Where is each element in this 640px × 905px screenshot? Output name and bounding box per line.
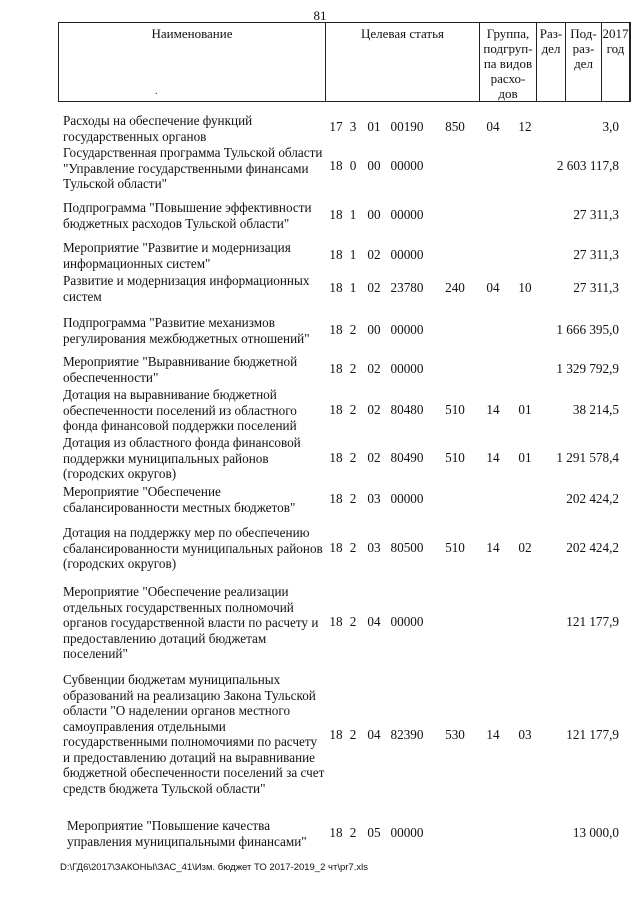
header-group-line: Группа, <box>486 26 530 41</box>
header-section-line: дел <box>541 41 561 56</box>
code-1: 18 <box>329 727 343 742</box>
header-name <box>59 23 326 101</box>
code-2: 2 <box>349 540 357 555</box>
code-2: 0 <box>349 158 357 173</box>
header-group-line: расхо- <box>490 71 526 86</box>
amount: 13 000,0 <box>572 825 619 840</box>
code-subsection: 01 <box>518 450 532 465</box>
code-subsection: 10 <box>518 280 532 295</box>
code-2: 2 <box>349 361 357 376</box>
code-group: 240 <box>445 280 465 295</box>
row-name: Субвенции бюджетам муниципальных образований на реализацию Закона Тульской области "О наделении органов местного самоуправления отдельными государственными полномочиями по расчету и предоставлению дотаций на выравнивание бюджетной обеспеченности поселений за счет средств бюджета Тульской области" <box>63 672 325 796</box>
code-section: 04 <box>486 119 500 134</box>
code-2: 2 <box>349 727 357 742</box>
header-subsection-line: дел <box>574 56 593 71</box>
code-3: 03 <box>367 540 381 555</box>
code-4: 00000 <box>390 614 424 629</box>
code-group: 510 <box>445 450 465 465</box>
header-name-label: Наименование <box>151 26 233 41</box>
row-name: Расходы на обеспечение функций государственных органов <box>63 113 253 144</box>
code-1: 18 <box>329 402 343 417</box>
code-section: 04 <box>486 280 500 295</box>
code-group: 510 <box>445 540 465 555</box>
code-group: 510 <box>445 402 465 417</box>
code-group: 850 <box>445 119 465 134</box>
header-article-label: Целевая статья <box>360 26 444 41</box>
code-3: 04 <box>367 614 381 629</box>
code-1: 18 <box>329 361 343 376</box>
code-section: 14 <box>486 402 500 417</box>
code-4: 00000 <box>390 825 424 840</box>
amount: 27 311,3 <box>573 247 619 262</box>
code-subsection: 02 <box>518 540 532 555</box>
code-1: 18 <box>329 540 343 555</box>
code-2: 2 <box>349 402 357 417</box>
code-2: 1 <box>349 247 357 262</box>
code-3: 02 <box>367 361 381 376</box>
page-number: 81 <box>313 8 327 23</box>
row-name: Развитие и модернизация информационных систем <box>63 273 310 304</box>
code-1: 18 <box>329 491 343 506</box>
code-1: 18 <box>329 207 343 222</box>
code-4: 00000 <box>390 361 424 376</box>
amount: 202 424,2 <box>566 491 619 506</box>
row-name: Государственная программа Тульской области "Управление государственными финансами Тульской области" <box>63 145 323 191</box>
amount: 121 177,9 <box>566 727 619 742</box>
row-name: Мероприятие "Обеспечение сбалансированности местных бюджетов" <box>63 484 296 515</box>
header-subsection-line: Под- <box>570 26 597 41</box>
code-1: 18 <box>329 322 343 337</box>
code-4: 00000 <box>390 247 424 262</box>
code-section: 14 <box>486 727 500 742</box>
header-group-line: па видов <box>483 56 533 71</box>
code-1: 18 <box>329 280 343 295</box>
row-name: Дотация на поддержку мер по обеспечению сбалансированности муниципальных районов (городских округов) <box>63 525 323 571</box>
code-1: 18 <box>329 614 343 629</box>
code-1: 18 <box>329 158 343 173</box>
header-section <box>537 23 566 101</box>
code-3: 02 <box>367 247 381 262</box>
code-2: 1 <box>349 280 357 295</box>
code-subsection: 12 <box>518 119 532 134</box>
amount: 38 214,5 <box>572 402 619 417</box>
code-2: 2 <box>349 450 357 465</box>
code-4: 00000 <box>390 207 424 222</box>
code-3: 01 <box>367 119 381 134</box>
code-2: 2 <box>349 491 357 506</box>
row-name: Дотация на выравнивание бюджетной обеспеченности поселений из областного фонда финансовой поддержки поселений <box>63 387 297 433</box>
amount: 27 311,3 <box>573 280 619 295</box>
code-2: 1 <box>349 207 357 222</box>
code-4: 00190 <box>390 119 424 134</box>
code-section: 14 <box>486 540 500 555</box>
code-2: 3 <box>349 119 357 134</box>
code-3: 05 <box>367 825 381 840</box>
file-path-footer: D:\ГД6\2017\ЗАКОНЫ\ЗАС_41\Изм. бюджет ТО 2017-2019_2 чт\pr7.xls <box>60 862 368 873</box>
amount: 27 311,3 <box>573 207 619 222</box>
code-3: 03 <box>367 491 381 506</box>
amount: 121 177,9 <box>566 614 619 629</box>
amount: 2 603 117,8 <box>556 158 619 173</box>
code-4: 23780 <box>390 280 424 295</box>
row-name: Мероприятие "Обеспечение реализации отдельных государственных полномочий органов государственной власти по расчету и предоставлению дотаций бюджетам поселений" <box>63 584 319 661</box>
code-3: 00 <box>367 322 381 337</box>
code-3: 02 <box>367 402 381 417</box>
table-header <box>58 22 631 102</box>
code-2: 2 <box>349 614 357 629</box>
code-1: 18 <box>329 247 343 262</box>
code-1: 17 <box>329 119 343 134</box>
header-year-label: 2017 год <box>602 26 629 56</box>
code-3: 04 <box>367 727 381 742</box>
code-4: 80480 <box>390 402 424 417</box>
code-4: 00000 <box>390 158 424 173</box>
code-4: 00000 <box>390 491 424 506</box>
code-3: 02 <box>367 280 381 295</box>
code-2: 2 <box>349 825 357 840</box>
amount: 1 329 792,9 <box>556 361 619 376</box>
row-name: Подпрограмма "Повышение эффективности бюджетных расходов Тульской области" <box>63 200 312 231</box>
row-name: Дотация из областного фонда финансовой поддержки муниципальных районов (городских округов) <box>63 435 301 481</box>
row-name: Мероприятие "Повышение качества управления муниципальными финансами" <box>67 818 307 849</box>
code-2: 2 <box>349 322 357 337</box>
code-subsection: 03 <box>518 727 532 742</box>
code-1: 18 <box>329 825 343 840</box>
code-4: 80500 <box>390 540 424 555</box>
header-group-line: дов <box>498 86 518 101</box>
code-section: 14 <box>486 450 500 465</box>
code-3: 02 <box>367 450 381 465</box>
code-3: 00 <box>367 158 381 173</box>
header-subsection-line: раз- <box>572 41 595 56</box>
amount: 1 291 578,4 <box>556 450 619 465</box>
code-group: 530 <box>445 727 465 742</box>
header-subsection <box>566 23 602 101</box>
code-4: 00000 <box>390 322 424 337</box>
code-3: 00 <box>367 207 381 222</box>
header-group-line: подгруп- <box>483 41 533 56</box>
header-article <box>326 23 480 101</box>
header-year <box>602 23 630 101</box>
row-name: Мероприятие "Выравнивание бюджетной обеспеченности" <box>63 354 298 385</box>
header-group <box>480 23 537 101</box>
amount: 3,0 <box>602 119 619 134</box>
header-section-line: Раз- <box>539 26 563 41</box>
row-name: Подпрограмма "Развитие механизмов регулирования межбюджетных отношений" <box>63 315 310 346</box>
scan-dot: . <box>155 86 158 97</box>
code-4: 82390 <box>390 727 424 742</box>
amount: 1 666 395,0 <box>556 322 619 337</box>
row-name: Мероприятие "Развитие и модернизация информационных систем" <box>63 240 291 271</box>
amount: 202 424,2 <box>566 540 619 555</box>
code-subsection: 01 <box>518 402 532 417</box>
code-1: 18 <box>329 450 343 465</box>
code-4: 80490 <box>390 450 424 465</box>
